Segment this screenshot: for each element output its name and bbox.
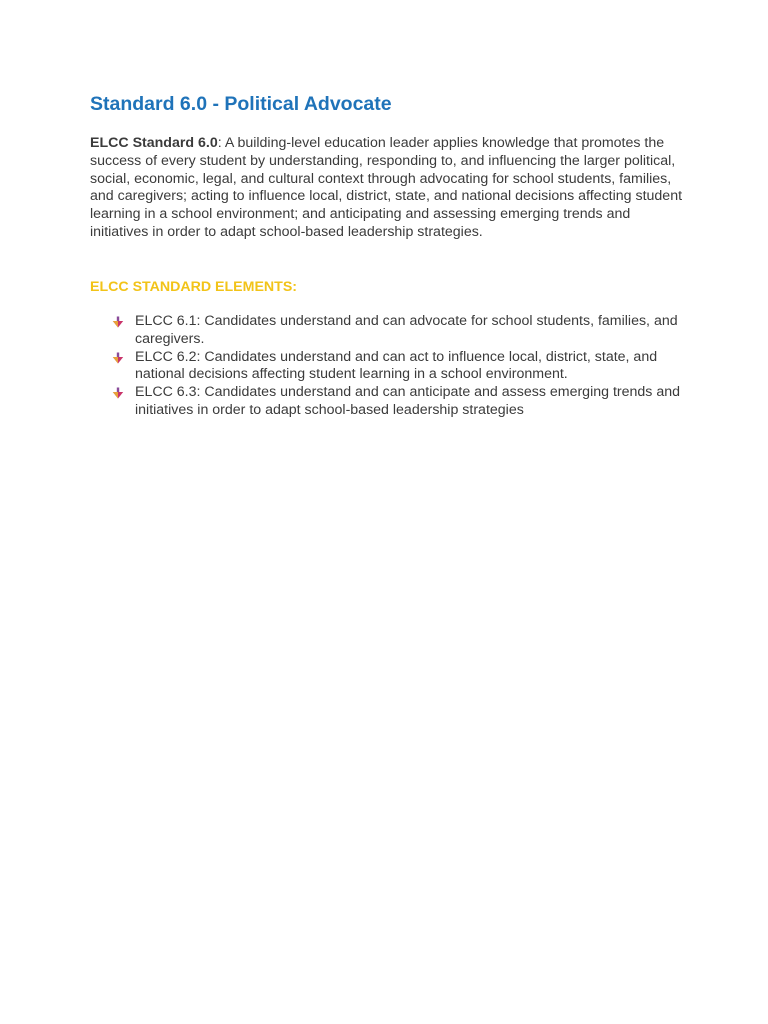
arrow-down-bullet-icon (112, 352, 124, 364)
standard-description-text: : A building-level education leader applies knowledge that promotes the success of every student by understanding, responding to, and influencing the larger political, social, economic, legal, and cultural context through advocating for school students, families, and caregivers; acting to influence local, district, state, and national decisions affecting student learning in a school environment; and anticipating and assessing emerging trends and initiatives in order to adapt school-based leadership strategies. (90, 135, 683, 240)
element-text: ELCC 6.1: Candidates understand and can advocate for school students, families, and caregivers. (135, 313, 678, 347)
standard-lead: ELCC Standard 6.0 (90, 135, 218, 151)
list-item (112, 384, 692, 420)
element-text: ELCC 6.2: Candidates understand and can act to influence local, district, state, and national decisions affecting student learning in a school environment. (135, 348, 658, 383)
standard-description (90, 135, 690, 242)
arrow-down-bullet-icon (112, 316, 124, 328)
list-item (112, 313, 692, 349)
arrow-down-bullet-icon (112, 387, 124, 399)
list-item (112, 349, 692, 385)
element-text: ELCC 6.3: Candidates understand and can anticipate and assess emerging trends and initiatives in order to adapt school-based leadership strategies (135, 384, 680, 418)
page-title: Standard 6.0 - Political Advocate (90, 93, 392, 115)
elements-list (112, 313, 692, 420)
elements-heading: ELCC STANDARD ELEMENTS: (90, 279, 298, 295)
